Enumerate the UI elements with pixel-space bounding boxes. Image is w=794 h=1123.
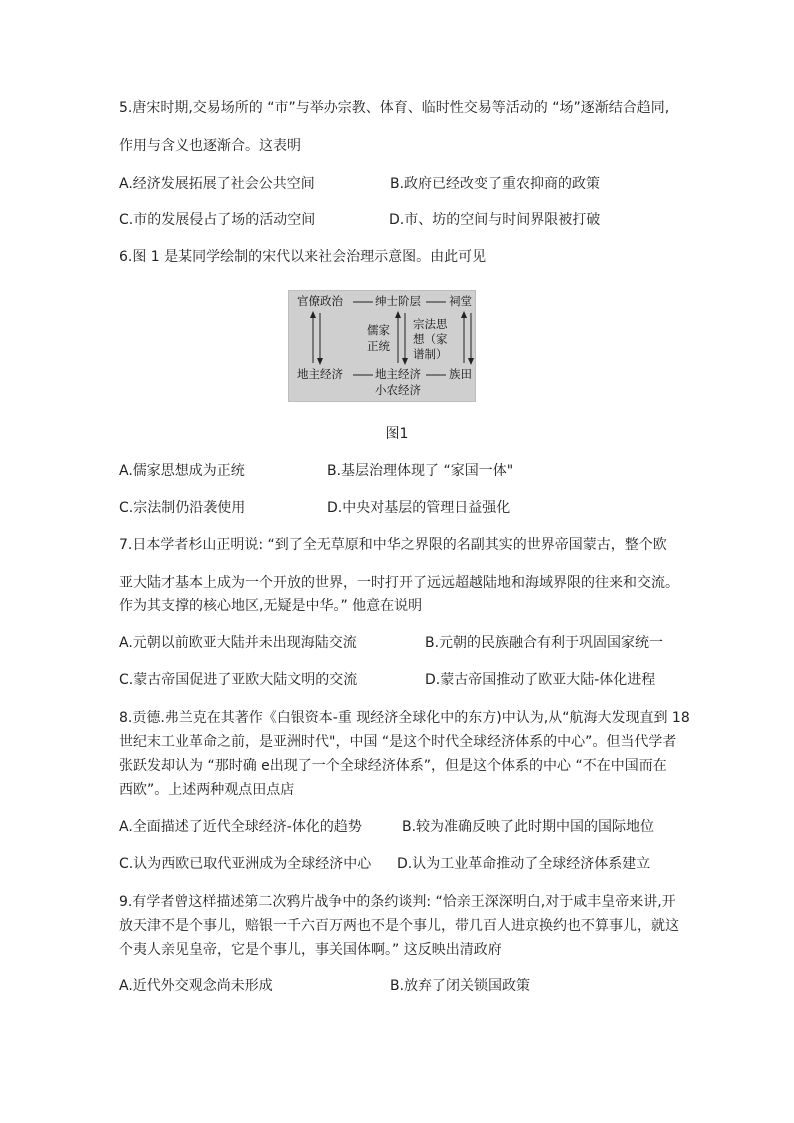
q9-stem-line1: 9.有学者曾这样描述第二次鸦片战争中的条约谈判: “恰亲王深深明白,对于咸丰皇帝来讲,开 xyxy=(119,894,676,910)
diagram-mid-right-1: 宗法思 xyxy=(413,317,448,331)
q8-option-d: D.认为工业革命推动了全球经济体系建立 xyxy=(397,856,651,872)
q8-option-c: C.认为西欧已取代亚洲成为全球经济中心 xyxy=(119,856,372,872)
q9-stem-line2: 放天津不是个事儿，赔银一千六百万两也不是个事儿，带几百人进京换约也不算事儿，就这 xyxy=(119,918,679,934)
q8-stem-line1: 8.贡德.弗兰克在其著作《白银资本-重 现经济全球化中的东方)中认为,从“航海大发现直到 18 xyxy=(119,710,690,726)
figure-caption: 图1 xyxy=(385,426,409,442)
q8-stem-line2: 世纪末工业革命之前，是亚洲时代"，中国 “是这个时代全球经济体系的中心”。但当代学者 xyxy=(119,734,677,750)
diagram-mid-right-3: 谱制） xyxy=(413,347,448,361)
q8-option-a: A.全面描述了近代全球经济-体化的趋势 xyxy=(119,819,362,835)
q5-stem-line2: 作用与含义也逐渐合。这表明 xyxy=(119,138,301,154)
q8-option-b: B.较为准确反映了此时期中国的国际地位 xyxy=(402,819,655,835)
q6-option-b: B.基层治理体现了 “家国一体" xyxy=(327,463,514,479)
diagram-mid-right-2: 想（家 xyxy=(413,332,448,346)
q7-option-d: D.蒙古帝国推动了欧亚大陆-体化进程 xyxy=(425,672,656,688)
q7-option-c: C.蒙古帝国促进了亚欧大陆文明的交流 xyxy=(119,672,358,688)
q6-option-d: D.中央对基层的管理日益强化 xyxy=(327,500,511,516)
q8-stem-line4: 西欧”。上述两种观点田点店 xyxy=(119,782,295,798)
q7-option-b: B.元朝的民族融合有利于巩固国家统一 xyxy=(425,635,664,651)
q9-stem-line3: 个夷人亲见皇帝，它是个事儿，事关国体啊。” 这反映出清政府 xyxy=(119,942,502,958)
diagram-top-mid: 绅士阶层 xyxy=(375,294,421,308)
q5-option-b: B.政府已经改变了重农抑商的政策 xyxy=(390,176,601,192)
diagram-bottom-right: 族田 xyxy=(449,367,472,381)
diagram-mid-left-1: 儒家 xyxy=(367,323,390,337)
q8-stem-line3: 张跃发却认为 “那时确 e出现了一个全球经济体系”，但是这个体系的中心 “不在中国而在 xyxy=(119,758,667,774)
q7-stem-line1: 7.日本学者杉山正明说: “到了全无草原和中华之界限的名副其实的世界帝国蒙古，整个欧 xyxy=(119,537,667,553)
social-governance-diagram xyxy=(288,290,476,402)
q9-option-b: B.放弃了闭关锁国政策 xyxy=(390,978,531,994)
q5-option-d: D.市、坊的空间与时间界限被打破 xyxy=(389,212,601,228)
diagram-bottom-sub: 小农经济 xyxy=(375,383,421,397)
q6-option-c: C.宗法制仍沿袭使用 xyxy=(119,500,246,516)
q5-option-a: A.经济发展拓展了社会公共空间 xyxy=(119,176,315,192)
diagram-bottom-left: 地主经济 xyxy=(297,367,343,381)
q9-option-a: A.近代外交观念尚未形成 xyxy=(119,978,273,994)
q7-option-a: A.元朝以前欧亚大陆并未出现海陆交流 xyxy=(119,635,357,651)
diagram-mid-left-2: 正统 xyxy=(367,339,390,353)
q6-stem: 6.图 1 是某同学绘制的宋代以来社会治理示意图。由此可见 xyxy=(119,249,487,265)
diagram-top-left: 官僚政治 xyxy=(297,294,343,308)
q5-option-c: C.市的发展侵占了场的活动空间 xyxy=(119,212,316,228)
q5-stem-line1: 5.唐宋时期,交易场所的 “市”与举办宗教、体育、临时性交易等活动的 “场”逐渐结合趋同, xyxy=(119,100,670,116)
diagram-top-right: 祠堂 xyxy=(449,294,472,308)
q6-option-a: A.儒家思想成为正统 xyxy=(119,463,245,479)
q7-stem-line2: 亚大陆才基本上成为一个开放的世界，一时打开了远远超越陆地和海域界限的往来和交流。 xyxy=(119,575,679,591)
diagram-bottom-mid: 地主经济 xyxy=(375,367,421,381)
q7-stem-line3: 作为其支撑的核心地区,无疑是中华。” 他意在说明 xyxy=(119,598,423,614)
